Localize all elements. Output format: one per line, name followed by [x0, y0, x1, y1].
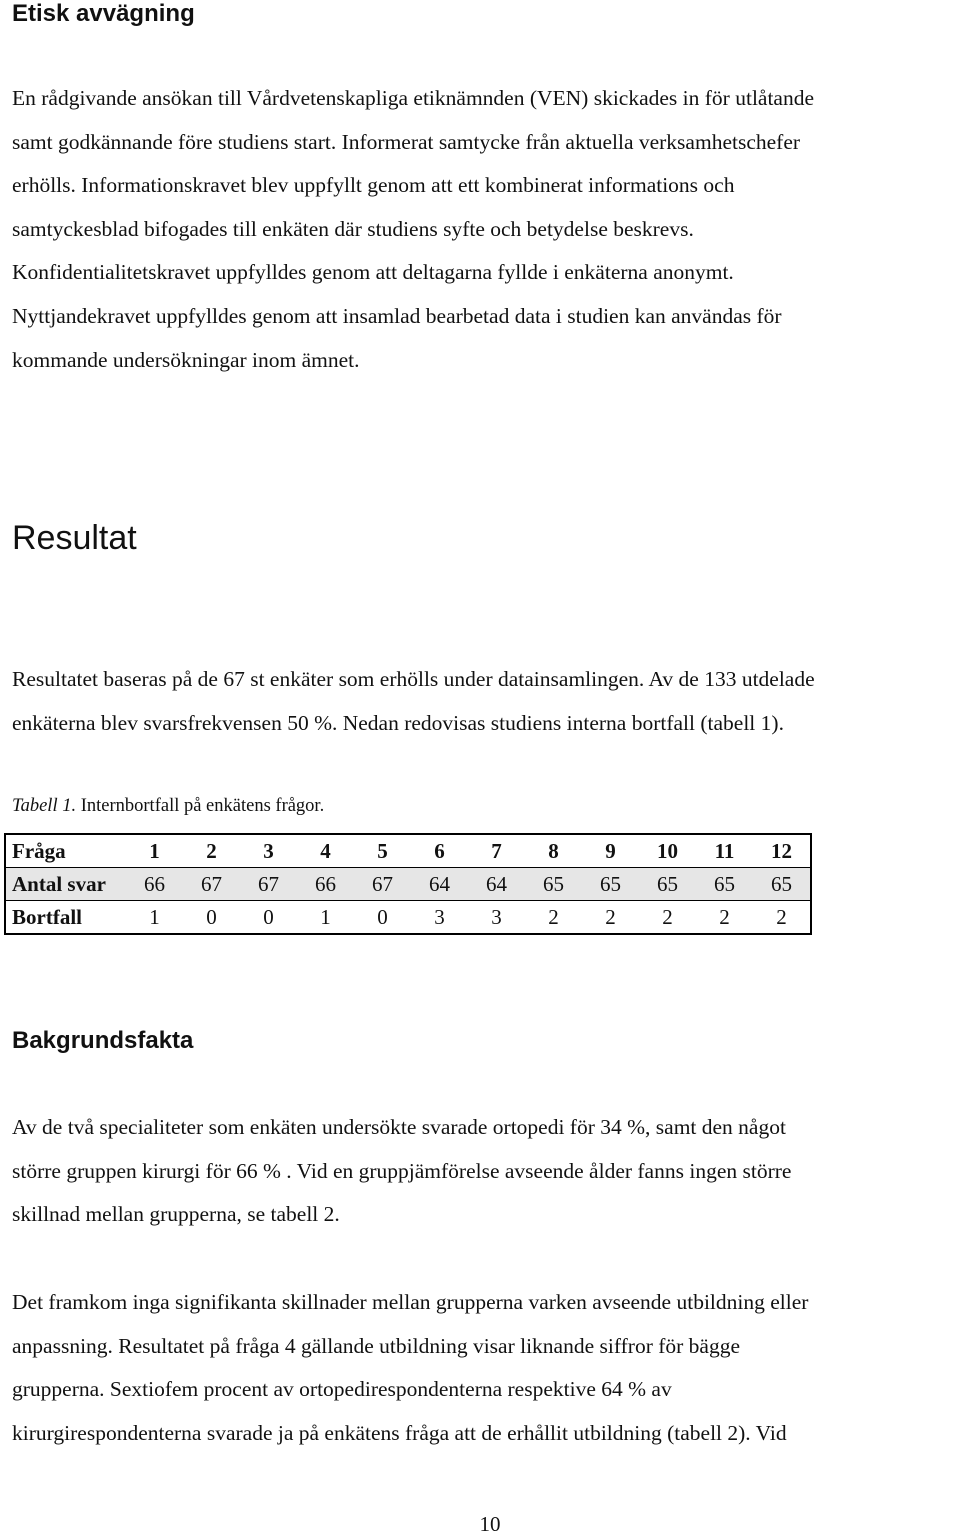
table-cell: 2: [753, 901, 811, 935]
text-line: kommande undersökningar inom ämnet.: [12, 347, 360, 372]
table-row-label: Bortfall: [5, 901, 126, 935]
text-line: anpassning. Resultatet på fråga 4 gällande utbildning visar liknande siffror för bägge: [12, 1333, 741, 1358]
table-cell: 4: [297, 834, 354, 868]
table-row-label: Antal svar: [5, 868, 126, 901]
text-line: Konfidentialitetskravet uppfylldes genom att deltagarna fyllde i enkäterna anonymt.: [12, 260, 734, 285]
table-cell: 3: [240, 834, 297, 868]
text-line: samtyckesblad bifogades till enkäten där studiens syfte och betydelse beskrevs.: [12, 216, 694, 241]
table-cell: 5: [354, 834, 411, 868]
table-row-label: Fråga: [5, 834, 126, 868]
text-line: Av de två specialiteter som enkäten undersökte svarade ortopedi för 34 %, samt den något: [12, 1115, 786, 1139]
table-cell: 1: [297, 901, 354, 935]
section-heading-background: Bakgrundsfakta: [12, 1027, 194, 1054]
background-paragraph-2: [12, 1281, 960, 1455]
table-cell: 65: [582, 868, 639, 901]
table-row-dropouts: [5, 901, 811, 935]
table-cell: 3: [411, 901, 468, 935]
text-line: grupperna. Sextiofem procent av ortopedirespondenterna respektive 64 % av: [12, 1377, 672, 1402]
table-cell: 65: [639, 868, 696, 901]
table-cell: 2: [582, 901, 639, 935]
table-caption-text: Internbortfall på enkätens frågor.: [76, 796, 325, 816]
dropout-table: [4, 833, 812, 935]
table-cell: 65: [696, 868, 753, 901]
table-cell: 67: [240, 868, 297, 901]
table-cell: 65: [525, 868, 582, 901]
table-caption-label: Tabell 1.: [12, 796, 77, 816]
table-cell: 66: [126, 868, 183, 901]
table-cell: 2: [696, 901, 753, 935]
table-cell: 0: [183, 901, 240, 935]
table-cell: 67: [183, 868, 240, 901]
text-line: erhölls. Informationskravet blev uppfyllt genom att ett kombinerat informations och: [12, 173, 735, 198]
text-line: En rådgivande ansökan till Vårdvetenskapliga etiknämnden (VEN) skickades in för utlåtande: [12, 86, 815, 110]
table-cell: 66: [297, 868, 354, 901]
table-cell: 67: [354, 868, 411, 901]
table-row-header: [5, 834, 811, 868]
table-caption: [12, 796, 324, 817]
section-heading-ethics: Etisk avvägning: [12, 0, 195, 27]
text-line: Det framkom inga signifikanta skillnader mellan grupperna varken avseende utbildning eller: [12, 1290, 809, 1314]
table-cell: 1: [126, 834, 183, 868]
table-cell: 1: [126, 901, 183, 935]
background-paragraph-1: [12, 1106, 960, 1237]
table-row-answers: [5, 868, 811, 901]
page-number: 10: [479, 1512, 501, 1536]
table-cell: 7: [468, 834, 525, 868]
table-cell: 8: [525, 834, 582, 868]
text-line: kirurgirespondenterna svarade ja på enkätens fråga att de erhållit utbildning (tabell 2). Vid: [12, 1420, 787, 1445]
table-cell: 64: [411, 868, 468, 901]
table-cell: 0: [240, 901, 297, 935]
table-cell: 2: [525, 901, 582, 935]
text-line: samt godkännande före studiens start. Informerat samtycke från aktuella verksamhetschefer: [12, 129, 801, 154]
table-cell: 2: [639, 901, 696, 935]
section-heading-results: Resultat: [12, 519, 137, 557]
text-line: Nyttjandekravet uppfylldes genom att insamlad bearbetad data i studien kan användas för: [12, 303, 782, 328]
table-cell: 9: [582, 834, 639, 868]
table-cell: 6: [411, 834, 468, 868]
table-cell: 64: [468, 868, 525, 901]
text-line: enkäterna blev svarsfrekvensen 50 %. Nedan redovisas studiens interna bortfall (tabell 1).: [12, 710, 784, 735]
text-line: Resultatet baseras på de 67 st enkäter som erhölls under datainsamlingen. Av de 133 utdelade: [12, 667, 815, 691]
text-line: större gruppen kirurgi för 66 % . Vid en gruppjämförelse avseende ålder fanns ingen större: [12, 1158, 792, 1183]
table-cell: 10: [639, 834, 696, 868]
ethics-paragraph: [12, 77, 960, 382]
table-cell: 65: [753, 868, 811, 901]
table-cell: 11: [696, 834, 753, 868]
text-line: skillnad mellan grupperna, se tabell 2.: [12, 1202, 340, 1227]
table-cell: 3: [468, 901, 525, 935]
table-cell: 12: [753, 834, 811, 868]
table-cell: 2: [183, 834, 240, 868]
results-paragraph: [12, 658, 960, 745]
table-cell: 0: [354, 901, 411, 935]
